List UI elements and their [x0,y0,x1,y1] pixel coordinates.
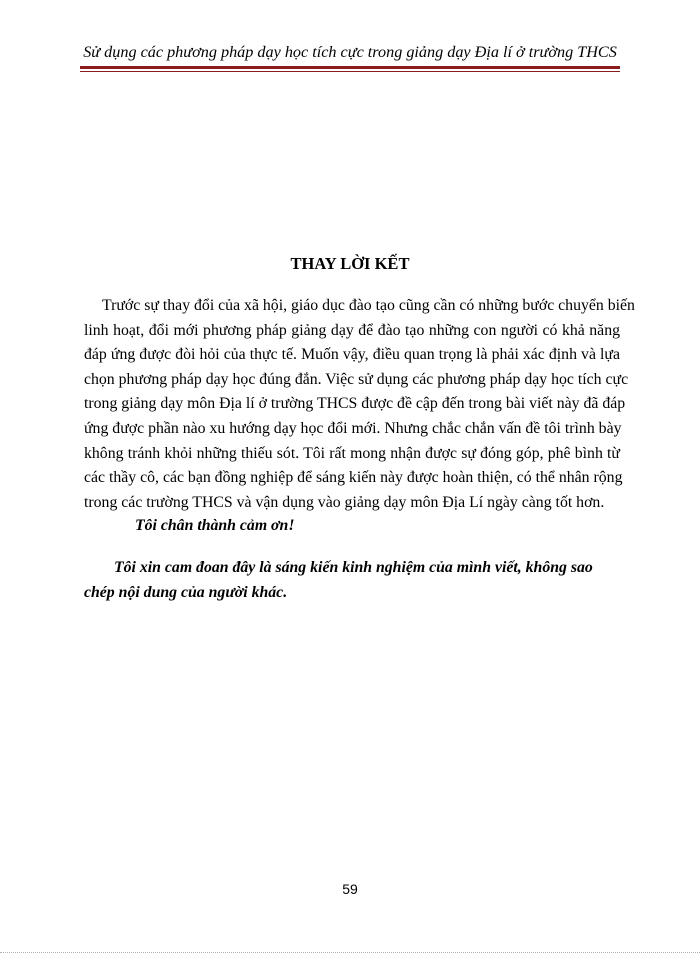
pledge-line: Tôi xin cam đoan đây là sáng kiến kinh nghiệm của mình viết, không sao [114,559,593,576]
paragraph-line: ứng được phần nào xu hướng dạy học đổi mới. Nhưng chắc chắn vấn đề tôi trình bày [84,419,622,437]
section-title: THAY LỜI KẾT [290,254,410,273]
header-rule-thin [80,71,620,72]
paragraph-line: đáp ứng được đòi hỏi của thực tế. Muốn vậy, điều quan trọng là phải xác định và lựa [84,346,620,364]
paragraph-line: chọn phương pháp dạy học đúng đắn. Việc sử dụng các phương pháp dạy học tích cực [84,370,629,388]
paragraph-line: trong giảng dạy môn Địa lí ở trường THCS được đề cập đến trong bài viết này đã đáp [84,395,626,413]
thanks-line: Tôi chân thành cảm ơn! [135,517,295,534]
paragraph-line: trong các trường THCS và vận dụng vào giảng dạy môn Địa Lí ngày càng tốt hơn. [84,493,605,511]
pledge-line: chép nội dung của người khác. [84,583,288,601]
pledge-statement [84,556,620,605]
page-number: 59 [342,881,358,897]
paragraph-line: Trước sự thay đổi của xã hội, giáo dục đào tạo cũng cần có những bước chuyển biến [102,297,635,314]
conclusion-paragraph [84,294,635,515]
paragraph-line: không tránh khỏi những thiếu sót. Tôi rất mong nhận được sự đóng góp, phê bình từ [84,444,620,462]
running-title: Sử dụng các phương pháp dạy học tích cực trong giảng dạy Địa lí ở trường THCS [83,43,617,61]
paragraph-line: linh hoạt, đổi mới phương pháp giảng dạy để đào tạo những con người có khả năng [84,321,620,339]
paragraph-line: các thầy cô, các bạn đồng nghiệp để sáng kiến này được hoàn thiện, có thể nhân rộng [84,469,623,487]
header-rule-thick [80,66,620,69]
page-bottom-border [0,952,700,953]
